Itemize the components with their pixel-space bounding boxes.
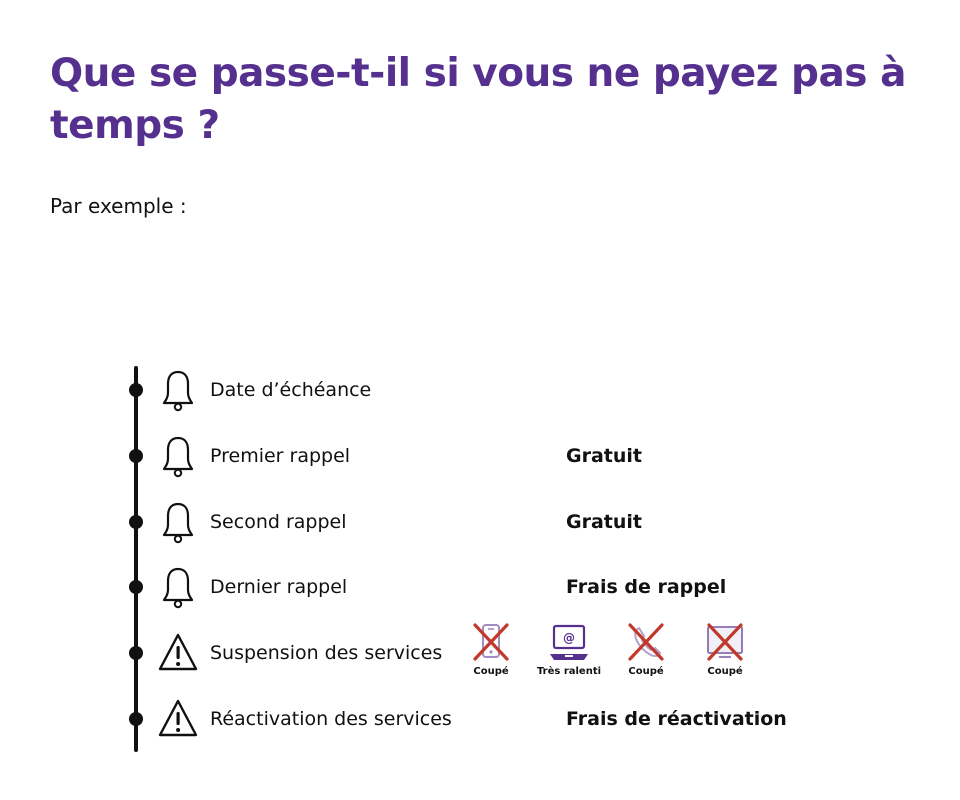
tv-icon	[704, 622, 746, 662]
service-status-label: Coupé	[628, 666, 664, 677]
timeline-step-second-reminder	[0, 497, 960, 547]
svg-text:@: @	[563, 631, 575, 645]
step-fee: Gratuit	[566, 445, 642, 467]
service-internet	[528, 622, 608, 682]
intro-text: Par exemple :	[50, 194, 187, 218]
timeline-dot	[129, 515, 143, 529]
timeline-dot	[129, 383, 143, 397]
landline-phone-icon	[625, 622, 667, 662]
service-mobile	[450, 622, 530, 682]
warning-icon	[157, 630, 199, 676]
timeline-dot	[129, 646, 143, 660]
step-fee: Frais de rappel	[566, 576, 727, 598]
timeline-step-first-reminder	[0, 431, 960, 481]
timeline-step-reactivation	[0, 694, 960, 744]
timeline-step-last-reminder	[0, 562, 960, 612]
step-label: Date d’échéance	[210, 379, 372, 401]
warning-icon	[157, 696, 199, 742]
step-fee: Gratuit	[566, 511, 642, 533]
timeline-dot	[129, 580, 143, 594]
internet-laptop-icon	[548, 622, 590, 662]
service-status-label: Coupé	[473, 666, 509, 677]
step-label: Dernier rappel	[210, 576, 348, 598]
step-label: Suspension des services	[210, 642, 443, 664]
bell-icon	[157, 433, 199, 479]
step-label: Premier rappel	[210, 445, 351, 467]
step-label: Second rappel	[210, 511, 347, 533]
page-title: Que se passe-t-il si vous ne payez pas à temps ?	[50, 51, 906, 148]
service-landline	[605, 622, 685, 682]
service-tv	[684, 622, 764, 682]
step-label: Réactivation des services	[210, 708, 452, 730]
mobile-phone-icon	[470, 622, 512, 662]
service-status-label: Très ralenti	[536, 666, 602, 677]
bell-icon	[157, 499, 199, 545]
service-status-label: Coupé	[707, 666, 743, 677]
step-fee: Frais de réactivation	[566, 708, 787, 730]
bell-icon	[157, 367, 199, 413]
timeline-dot	[129, 712, 143, 726]
timeline-dot	[129, 449, 143, 463]
bell-icon	[157, 564, 199, 610]
timeline-step-due-date	[0, 365, 960, 415]
